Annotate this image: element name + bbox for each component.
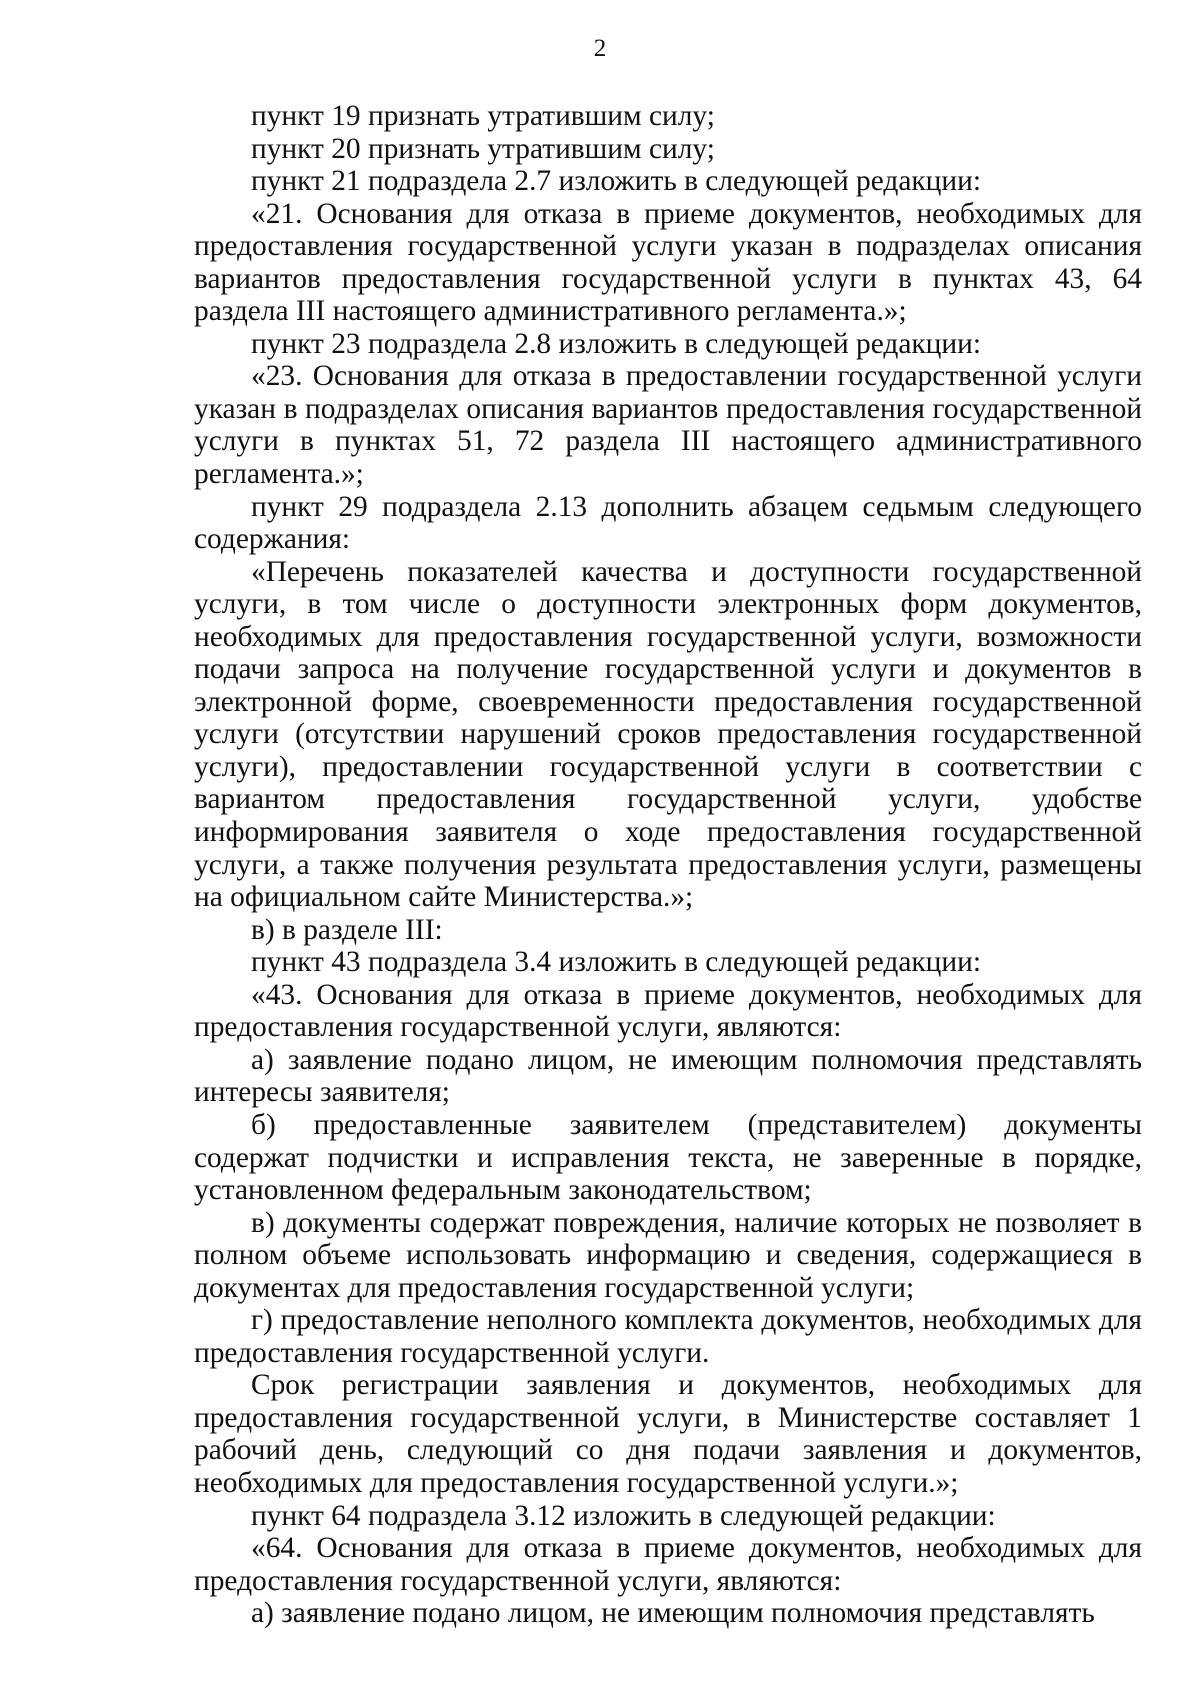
paragraph-subitem-g: г) предоставление неполного комплекта документов, необходимых для предоставления государственной услуги. <box>194 1304 1142 1369</box>
paragraph-item-23-intro: пункт 23 подраздела 2.8 изложить в следующей редакции: <box>251 327 982 360</box>
paragraph-subitem-v: в) документы содержат повреждения, наличие которых не позволяет в полном объеме использовать информацию и сведения, содержащиеся в документах для предоставления государственной услуги; <box>194 1206 1142 1304</box>
document-body <box>194 100 1142 1630</box>
paragraph-point-43: «43. Основания для отказа в приеме документов, необходимых для предоставления государственной услуги, являются: <box>194 978 1142 1044</box>
paragraph-item-29-intro: пункт 29 подраздела 2.13 дополнить абзацем седьмым следующего содержания: <box>194 490 1142 556</box>
paragraph-quality-indicators: «Перечень показателей качества и доступности государственной услуги, в том числе о доступности электронных форм документов, необходимых для предоставления государственной услуги, возможности подачи запроса на получение государственной услуги и документов в электронной форме, своевременности предоставления государственной услуги (отсутствии нарушений сроков предоставления государственной услуги), предоставлении государственной услуги в соответствии с вариантом предоставления государственной услуги, удобстве информирования заявителя о ходе предоставления государственной услуги, а также получения результата предоставления услуги, размещены на официальном сайте Министерства.»; <box>194 555 1142 914</box>
paragraph-point-23: «23. Основания для отказа в предоставлении государственной услуги указан в подразделах описания вариантов предоставления государственной услуги в пунктах 51, 72 раздела III настоящего административного регламента.»; <box>194 360 1142 491</box>
paragraph-point-21: «21. Основания для отказа в приеме документов, необходимых для предоставления государственной услуги указан в подразделах описания вариантов предоставления государственной услуги в пунктах 43, 64 раздела III настоящего административного регламента.»; <box>194 197 1142 328</box>
paragraph-subitem-a-cont: а) заявление подано лицом, не имеющим полномочия представлять <box>251 1597 1095 1630</box>
paragraph-section-iii: в) в разделе III: <box>251 913 443 946</box>
page-number: 2 <box>593 35 607 62</box>
paragraph-registration-term: Срок регистрации заявления и документов, необходимых для предоставления государственной услуги, в Министерстве составляет 1 рабочий день, следующий со дня подачи заявления и документов, необходимых для предоставления государственной услуги.»; <box>194 1369 1142 1499</box>
paragraph-item-1: пункт 19 признать утратившим силу; <box>251 100 715 132</box>
paragraph-subitem-a: а) заявление подано лицом, не имеющим полномочия представлять интересы заявителя; <box>194 1043 1142 1109</box>
paragraph-item-43-intro: пункт 43 подраздела 3.4 изложить в следующей редакции: <box>251 946 982 979</box>
paragraph-item-3: пункт 21 подраздела 2.7 изложить в следующей редакции: <box>251 165 982 198</box>
paragraph-item-2: пункт 20 признать утратившим силу; <box>251 132 715 165</box>
paragraph-subitem-b: б) предоставленные заявителем (представителем) документы содержат подчистки и исправления текста, не заверенные в порядке, установленном федеральным законодательством; <box>194 1108 1142 1207</box>
paragraph-point-64: «64. Основания для отказа в приеме документов, необходимых для предоставления государственной услуги, являются: <box>194 1532 1142 1597</box>
paragraph-item-64-intro: пункт 64 подраздела 3.12 изложить в следующей редакции: <box>251 1499 996 1532</box>
